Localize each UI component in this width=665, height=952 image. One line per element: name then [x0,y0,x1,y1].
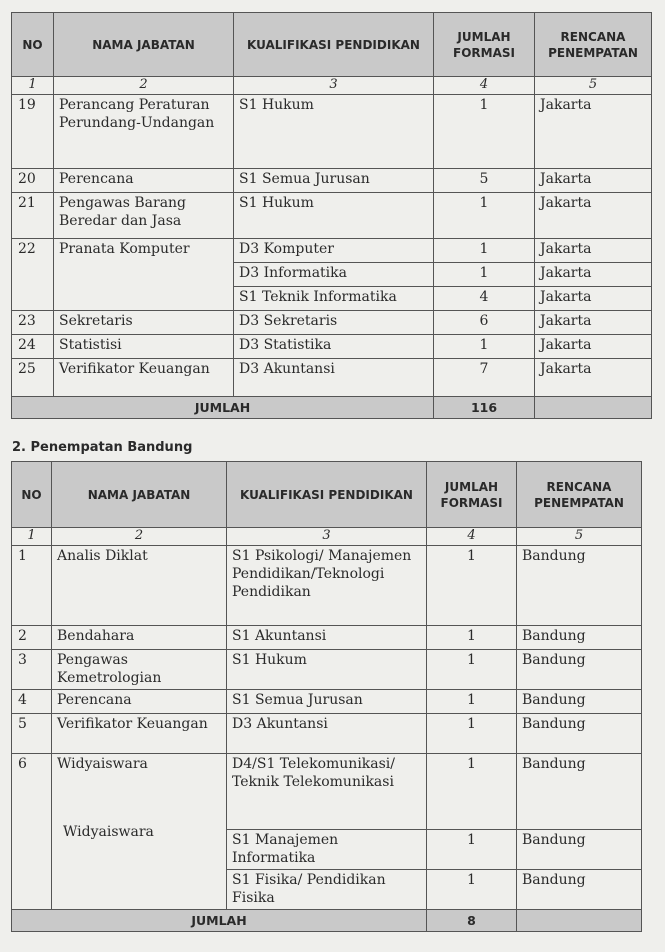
row-jumlah: 1 [427,690,517,714]
total-label: JUMLAH [12,397,434,419]
row-kualifikasi: D3 Akuntansi [234,359,434,397]
column-number: 2 [54,77,234,95]
row-no: 22 [12,239,54,311]
row-rencana: Jakarta [535,193,652,239]
row-jumlah: 6 [434,311,535,335]
row-nama-jabatan: Pengawas Kemetrologian [52,650,227,690]
row-rencana: Jakarta [535,359,652,397]
row-nama-jabatan [52,754,227,910]
row-rencana: Jakarta [535,311,652,335]
total-row [12,910,642,932]
row-rencana: Bandung [517,546,642,626]
row-nama-jabatan: Analis Diklat [52,546,227,626]
row-rencana: Jakarta [535,287,652,311]
row-no: 1 [12,546,52,626]
row-rencana: Jakarta [535,239,652,263]
total-row [12,397,652,419]
row-nama-jabatan: Perencana [54,169,234,193]
row-kualifikasi: D3 Informatika [234,263,434,287]
row-kualifikasi: S1 Psikologi/ Manajemen Pendidikan/Teknologi Pendidikan [227,546,427,626]
row-jumlah: 5 [434,169,535,193]
column-number-row [12,77,652,95]
column-number: 4 [434,77,535,95]
total-value: 8 [427,910,517,932]
row-rencana: Jakarta [535,169,652,193]
row-no: 3 [12,650,52,690]
row-nama-jabatan: Pranata Komputer [54,239,234,311]
row-jumlah: 4 [434,287,535,311]
header-jumlah-formasi: JUMLAH FORMASI [427,462,517,528]
row-jumlah: 1 [434,263,535,287]
row-nama-jabatan: Sekretaris [54,311,234,335]
header-rencana-penempatan: RENCANA PENEMPATAN [517,462,642,528]
column-number: 4 [427,528,517,546]
row-no: 20 [12,169,54,193]
table-row [12,626,642,650]
row-jumlah: 1 [427,650,517,690]
row-no: 4 [12,690,52,714]
formasi-table-jakarta [11,12,652,419]
row-jumlah: 7 [434,359,535,397]
row-nama-jabatan: Verifikator Keuangan [54,359,234,397]
column-number: 1 [12,77,54,95]
row-kualifikasi: D3 Sekretaris [234,311,434,335]
row-kualifikasi: D3 Akuntansi [227,714,427,754]
header-nama-jabatan: NAMA JABATAN [54,13,234,77]
row-kualifikasi: D4/S1 Telekomunikasi/ Teknik Telekomunikasi [227,754,427,830]
row-no: 24 [12,335,54,359]
row-jumlah: 1 [427,870,517,910]
row-jumlah: 1 [427,830,517,870]
table-row [12,95,652,169]
column-number: 5 [535,77,652,95]
row-nama-jabatan: Pengawas Barang Beredar dan Jasa [54,193,234,239]
row-no: 6 [12,754,52,910]
row-rencana: Bandung [517,626,642,650]
row-kualifikasi: D3 Statistika [234,335,434,359]
table-row [12,650,642,690]
total-empty [535,397,652,419]
row-kualifikasi: S1 Hukum [227,650,427,690]
row-rencana: Jakarta [535,95,652,169]
total-label: JUMLAH [12,910,427,932]
row-kualifikasi: S1 Hukum [234,193,434,239]
header-no: NO [12,462,52,528]
row-rencana: Bandung [517,650,642,690]
row-jumlah: 1 [427,546,517,626]
row-kualifikasi: S1 Manajemen Informatika [227,830,427,870]
row-kualifikasi: S1 Teknik Informatika [234,287,434,311]
row-kualifikasi: S1 Semua Jurusan [234,169,434,193]
row-kualifikasi: D3 Komputer [234,239,434,263]
column-number-row [12,528,642,546]
table-row [12,239,652,263]
row-rencana: Jakarta [535,335,652,359]
header-kualifikasi: KUALIFIKASI PENDIDIKAN [227,462,427,528]
header-kualifikasi: KUALIFIKASI PENDIDIKAN [234,13,434,77]
row-nama-jabatan: Bendahara [52,626,227,650]
column-number: 5 [517,528,642,546]
header-jumlah-formasi: JUMLAH FORMASI [434,13,535,77]
table-row [12,335,652,359]
row-nama-jabatan-text: Widyaiswara [57,756,148,772]
row-no: 5 [12,714,52,754]
row-rencana: Bandung [517,714,642,754]
row-nama-jabatan-repeat: Widyaiswara [63,824,154,840]
row-kualifikasi: S1 Akuntansi [227,626,427,650]
row-jumlah: 1 [434,335,535,359]
row-no: 21 [12,193,54,239]
header-rencana-penempatan: RENCANA PENEMPATAN [535,13,652,77]
section-title-bandung: 2. Penempatan Bandung [12,440,193,455]
header-row [12,462,642,528]
row-jumlah: 1 [427,714,517,754]
row-no: 25 [12,359,54,397]
row-no: 2 [12,626,52,650]
total-value: 116 [434,397,535,419]
column-number: 2 [52,528,227,546]
row-jumlah: 1 [434,193,535,239]
row-kualifikasi: S1 Hukum [234,95,434,169]
row-jumlah: 1 [434,239,535,263]
header-no: NO [12,13,54,77]
total-empty [517,910,642,932]
row-rencana: Bandung [517,830,642,870]
row-jumlah: 1 [434,95,535,169]
row-no: 23 [12,311,54,335]
table-row [12,169,652,193]
table-row [12,359,652,397]
row-rencana: Jakarta [535,263,652,287]
row-kualifikasi: S1 Semua Jurusan [227,690,427,714]
row-rencana: Bandung [517,870,642,910]
table-row [12,690,642,714]
table-row [12,193,652,239]
column-number: 3 [227,528,427,546]
row-no: 19 [12,95,54,169]
formasi-table-bandung [11,461,642,932]
column-number: 3 [234,77,434,95]
column-number: 1 [12,528,52,546]
table-row [12,311,652,335]
row-jumlah: 1 [427,626,517,650]
row-nama-jabatan: Statistisi [54,335,234,359]
header-nama-jabatan: NAMA JABATAN [52,462,227,528]
header-row [12,13,652,77]
row-rencana: Bandung [517,754,642,830]
table-row [12,714,642,754]
row-rencana: Bandung [517,690,642,714]
table-row [12,546,642,626]
row-nama-jabatan: Perancang Peraturan Perundang-Undangan [54,95,234,169]
row-nama-jabatan: Verifikator Keuangan [52,714,227,754]
row-kualifikasi: S1 Fisika/ Pendidikan Fisika [227,870,427,910]
row-nama-jabatan: Perencana [52,690,227,714]
row-jumlah: 1 [427,754,517,830]
table-row [12,754,642,830]
